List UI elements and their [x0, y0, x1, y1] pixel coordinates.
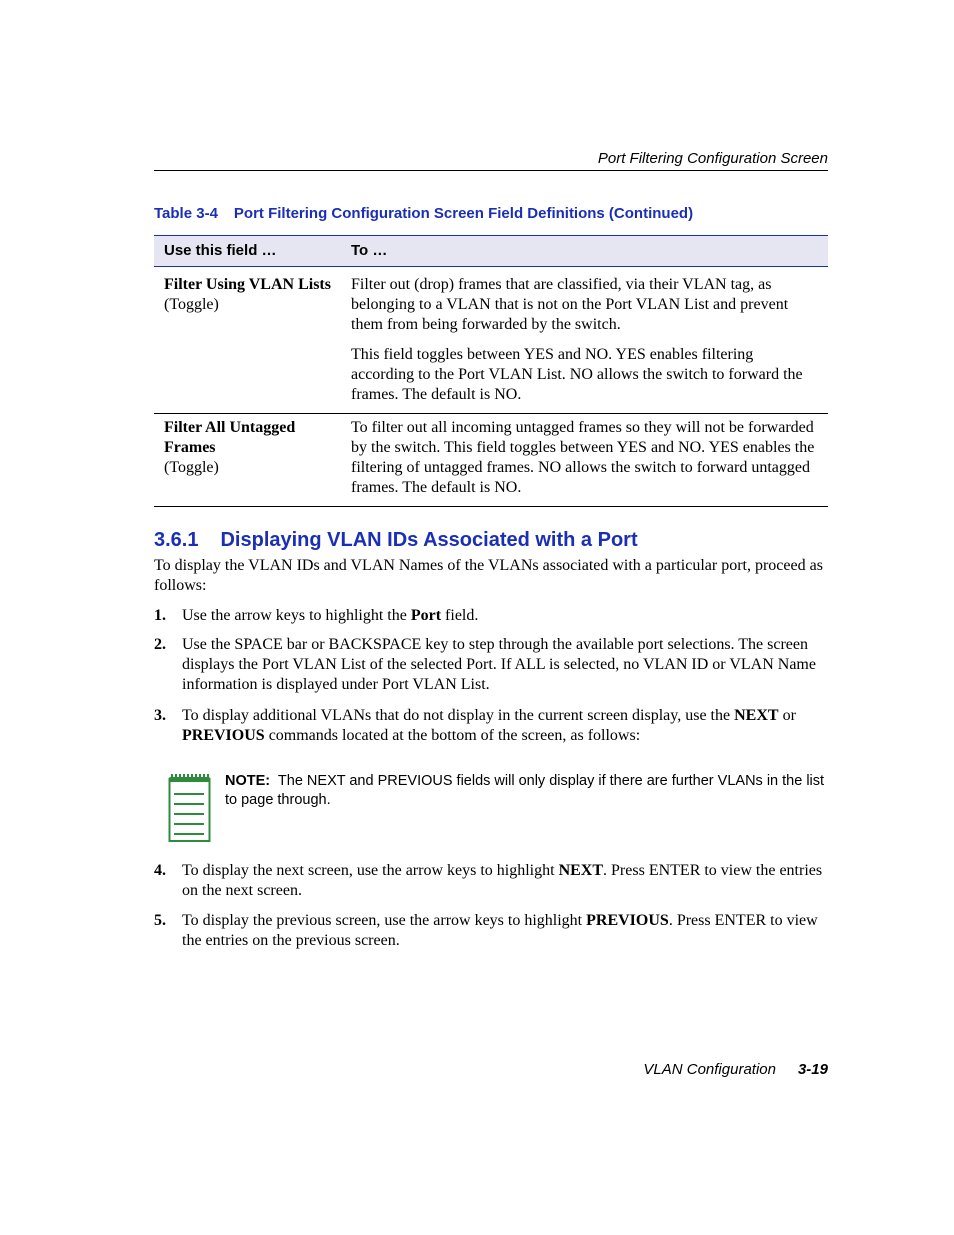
- description-paragraph: To filter out all incoming untagged frames so they will not be forwarded by the switch. This field toggles between YES and NO. YES enables the filtering of untagged frames. NO allows the switch to forward untagged frames. The default is NO.: [351, 419, 815, 496]
- table-caption-number: Table 3-4: [154, 205, 218, 222]
- step-number: 3.: [154, 707, 166, 724]
- footer-chapter: VLAN Configuration: [643, 1061, 776, 1078]
- notepad-icon: [168, 774, 212, 842]
- step-number: 4.: [154, 862, 166, 879]
- note-text: [225, 772, 828, 810]
- field-cell: [154, 267, 341, 414]
- table-row: [154, 267, 828, 414]
- step-number: 5.: [154, 912, 166, 929]
- step-text-part: To display the previous screen, use the arrow keys to highlight: [182, 912, 587, 929]
- section-heading: [154, 529, 638, 552]
- step-keyword: NEXT: [558, 862, 604, 879]
- step-text-part: or: [778, 707, 796, 724]
- description-paragraph: Filter out (drop) frames that are classified, via their VLAN tag, as belonging to a VLAN that is not on the Port VLAN List and prevent them from being forwarded by the switch.: [351, 276, 789, 333]
- step-item: [154, 861, 828, 901]
- step-keyword: Port: [410, 607, 442, 624]
- step-keyword: PREVIOUS: [182, 727, 265, 744]
- field-definitions-table: [154, 235, 828, 507]
- field-name: Filter Using VLAN Lists: [164, 276, 331, 293]
- note-body: The NEXT and PREVIOUS fields will only display if there are further VLANs in the list to page through.: [225, 773, 825, 808]
- table-header-row: [154, 236, 828, 267]
- table-row: [154, 414, 828, 507]
- description-cell: [341, 414, 828, 507]
- step-number: 2.: [154, 636, 166, 653]
- step-text: [182, 911, 828, 951]
- step-number: 1.: [154, 607, 166, 624]
- page-footer: [154, 1061, 828, 1078]
- intro-paragraph: To display the VLAN IDs and VLAN Names of the VLANs associated with a particular port, proceed as follows:: [154, 557, 823, 594]
- table-caption: [154, 205, 693, 222]
- page-number: 3-19: [797, 1061, 828, 1078]
- field-name: Filter All Untagged Frames: [164, 419, 296, 456]
- step-text-part: . Press ENTER to view the entries on the next screen.: [182, 862, 823, 899]
- section-title: Displaying VLAN IDs Associated with a Port: [220, 529, 638, 551]
- running-head: Port Filtering Configuration Screen: [154, 150, 828, 171]
- step-item: [154, 635, 828, 695]
- step-item: [154, 911, 828, 951]
- step-text-part: commands located at the bottom of the screen, as follows:: [264, 727, 641, 744]
- step-text-part: To display the next screen, use the arrow keys to highlight: [182, 862, 559, 879]
- step-text-part: field.: [441, 607, 479, 624]
- step-text: [182, 706, 828, 746]
- column-header-to: To …: [341, 236, 828, 267]
- step-item: [154, 606, 828, 626]
- column-header-field: Use this field …: [154, 236, 341, 267]
- step-text: Use the SPACE bar or BACKSPACE key to step through the available port selections. The screen displays the Port VLAN List of the selected Port. If ALL is selected, no VLAN ID or VLAN Name information is displayed under Port VLAN List.: [182, 636, 816, 693]
- step-keyword: PREVIOUS: [586, 912, 669, 929]
- field-cell: [154, 414, 341, 507]
- step-keyword: NEXT: [734, 707, 779, 724]
- step-text: [182, 606, 828, 626]
- step-text-part: . Press ENTER to view the entries on the previous screen.: [182, 912, 818, 949]
- description-paragraph: This field toggles between YES and NO. YES enables filtering according to the Port VLAN List. NO allows the switch to forward the frames. The default is NO.: [351, 346, 803, 403]
- field-type: (Toggle): [164, 296, 219, 313]
- table-caption-title: Port Filtering Configuration Screen Field Definitions (Continued): [233, 205, 694, 222]
- section-number: 3.6.1: [154, 529, 199, 551]
- note-box: [168, 772, 828, 842]
- step-text-part: Use the arrow keys to highlight the: [182, 607, 411, 624]
- step-text-part: To display additional VLANs that do not display in the current screen display, use the: [182, 707, 735, 724]
- note-label: NOTE:: [225, 773, 271, 789]
- field-type: (Toggle): [164, 459, 219, 476]
- step-item: [154, 706, 828, 746]
- step-text: [182, 861, 828, 901]
- description-cell: [341, 267, 828, 414]
